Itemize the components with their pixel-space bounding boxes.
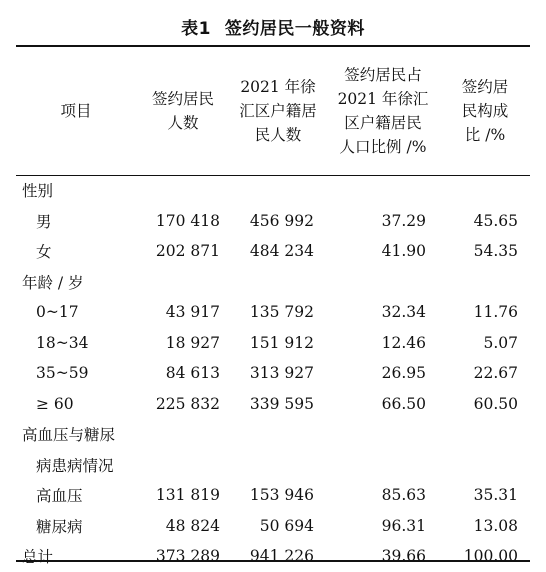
column-header — [440, 47, 530, 175]
table-cell — [440, 267, 530, 298]
table-cell: 50 694 — [259, 516, 314, 535]
row-label: 35~59 — [36, 364, 89, 383]
table-row — [16, 450, 530, 481]
table-cell — [326, 450, 440, 481]
column-header-line: 2021 年徐汇 — [337, 90, 429, 108]
table-cell — [136, 450, 230, 481]
table-cell: 85.63 — [381, 486, 426, 505]
table-cell — [136, 267, 230, 298]
row-label: 18~34 — [36, 333, 89, 352]
column-header-line: 人数 — [167, 114, 199, 132]
table-row — [16, 267, 530, 298]
table-title: 签约居民一般资料 — [224, 19, 365, 39]
table-cell: 18 927 — [165, 333, 220, 352]
table-cell — [230, 450, 326, 481]
table-cell: 39.66 — [381, 547, 426, 566]
table-cell — [326, 267, 440, 298]
table-cell: 941 226 — [249, 547, 314, 566]
table-cell: 60.50 — [473, 394, 518, 413]
table-cell — [230, 267, 326, 298]
table-row — [16, 236, 530, 267]
column-header-line: 区户籍居民 — [344, 114, 422, 132]
table-row — [16, 541, 530, 572]
column-header-line: 人口比例 /% — [339, 138, 427, 156]
column-header — [16, 47, 136, 175]
header-row — [16, 47, 530, 175]
row-label: 男 — [36, 212, 52, 231]
column-header-line: 项目 — [60, 102, 92, 120]
row-label: 高血压 — [36, 487, 83, 506]
column-header-line: 比 /% — [464, 126, 506, 144]
table-cell: 66.50 — [381, 394, 426, 413]
table-cell: 170 418 — [155, 211, 220, 230]
table-cell: 313 927 — [249, 364, 314, 383]
table-cell: 35.31 — [473, 486, 518, 505]
table-row — [16, 480, 530, 511]
row-label: ≥ 60 — [36, 394, 74, 413]
table-number: 表1 — [181, 19, 211, 39]
table-cell: 373 289 — [155, 547, 220, 566]
data-table — [16, 47, 530, 572]
table-cell: 13.08 — [473, 516, 518, 535]
table-cell: 100.00 — [463, 547, 518, 566]
table-cell — [230, 175, 326, 206]
column-header-line: 民构成 — [461, 102, 509, 120]
table-cell — [440, 450, 530, 481]
column-header-line: 签约居 — [461, 78, 509, 96]
row-label: 年龄 / 岁 — [22, 273, 84, 292]
table-cell: 54.35 — [473, 242, 518, 261]
table-cell: 22.67 — [473, 364, 518, 383]
table-cell: 202 871 — [155, 242, 220, 261]
table-row — [16, 358, 530, 389]
table-row — [16, 419, 530, 450]
table-cell: 37.29 — [381, 211, 426, 230]
table-cell — [136, 175, 230, 206]
column-header-line: 签约居民占 — [344, 66, 422, 84]
table-cell: 5.07 — [483, 333, 518, 352]
table-cell: 26.95 — [381, 364, 426, 383]
table-cell: 225 832 — [155, 394, 220, 413]
table-cell: 135 792 — [249, 303, 314, 322]
table-cell: 48 824 — [165, 516, 220, 535]
row-label: 糖尿病 — [36, 517, 83, 536]
column-header-line: 签约居民 — [151, 90, 214, 108]
table-cell: 96.31 — [381, 516, 426, 535]
table-cell: 32.34 — [381, 303, 426, 322]
table-row — [16, 175, 530, 206]
table-cell — [136, 419, 230, 450]
table-cell: 41.90 — [381, 242, 426, 261]
table-row — [16, 389, 530, 420]
table-row — [16, 328, 530, 359]
table-cell — [326, 175, 440, 206]
table-body — [16, 175, 530, 572]
table-cell: 151 912 — [249, 333, 314, 352]
column-header — [326, 47, 440, 175]
table-cell: 456 992 — [249, 211, 314, 230]
table-cell — [230, 419, 326, 450]
row-label: 病患病情况 — [36, 456, 114, 475]
column-header-line: 民人数 — [254, 126, 302, 144]
column-header-line: 2021 年徐 — [240, 78, 316, 96]
table-row — [16, 511, 530, 542]
table-row — [16, 206, 530, 237]
table-cell — [440, 419, 530, 450]
row-label: 高血压与糖尿 — [22, 426, 116, 445]
row-label: 总计 — [22, 548, 54, 567]
table-cell: 12.46 — [381, 333, 426, 352]
column-header-line: 汇区户籍居 — [239, 102, 317, 120]
row-label: 女 — [36, 243, 52, 262]
table-cell — [440, 175, 530, 206]
column-header — [136, 47, 230, 175]
table-cell: 153 946 — [249, 486, 314, 505]
table-cell: 339 595 — [249, 394, 314, 413]
table-row — [16, 297, 530, 328]
row-label: 性别 — [22, 182, 54, 201]
table-cell — [326, 419, 440, 450]
column-header — [230, 47, 326, 175]
row-label: 0~17 — [36, 303, 79, 322]
table-cell: 11.76 — [473, 303, 518, 322]
table-cell: 84 613 — [165, 364, 220, 383]
table-cell: 484 234 — [249, 242, 314, 261]
table-cell: 131 819 — [155, 486, 220, 505]
table-cell: 45.65 — [473, 211, 518, 230]
table-caption — [0, 14, 546, 39]
table-cell: 43 917 — [165, 303, 220, 322]
